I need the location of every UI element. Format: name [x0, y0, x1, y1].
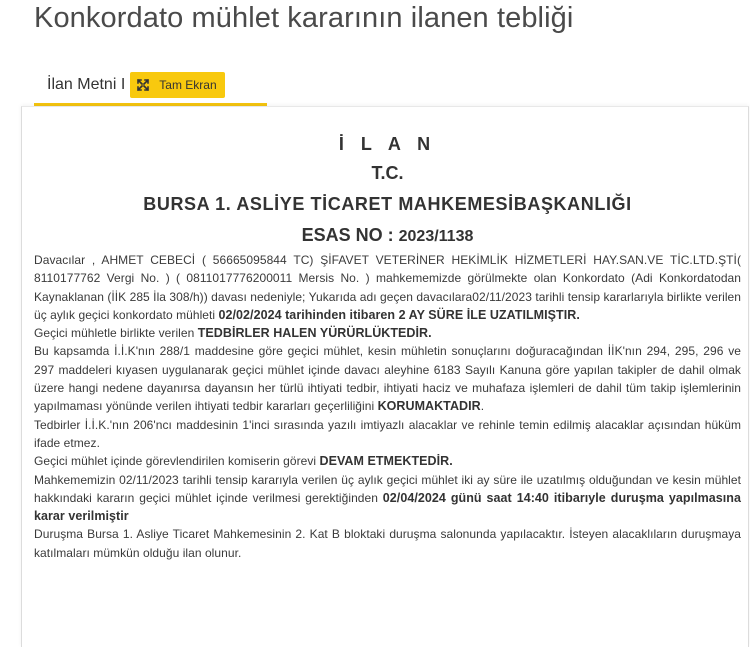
notice-paragraph	[34, 525, 741, 562]
notice-document	[34, 130, 741, 562]
notice-heading: İ L A N	[338, 134, 437, 154]
fullscreen-button[interactable]	[130, 72, 224, 98]
notice-paragraph	[34, 452, 741, 470]
notice-paragraph	[34, 251, 741, 324]
fullscreen-label: Tam Ekran	[159, 78, 217, 92]
paragraph-bold-text: 02/04/2024 günü saat 14:40 itibarıyle duruşma yapılmasına karar verilmiştir	[34, 490, 741, 524]
paragraph-bold-text: TEDBİRLER HALEN YÜRÜRLÜKTEDİR.	[197, 326, 432, 341]
case-label: ESAS NO :	[301, 225, 399, 245]
notice-paragraph	[34, 324, 741, 342]
paragraph-text: Tedbirler İ.İ.K.'nın 206'ncı maddesinin 1'inci sırasında yazılı imtiyazlı alacaklar ve rehinle temin edilmiş alacaklar açısından hüküm ifade etmez.	[34, 417, 741, 450]
paragraph-text: Mahkememizin 02/11/2023 tarihli tensip kararıyla verilen üç aylık geçici mühlet iki ay süre ile uzatılmış olduğundan ve kesin mühlet hakkındaki kararın geçici mühlet içinde verilmesi gerektiğinden	[34, 472, 741, 505]
paragraph-bold-text: DEVAM ETMEKTEDİR.	[319, 454, 453, 469]
paragraph-text: Geçici mühletle birlikte verilen	[34, 326, 198, 341]
tab-bar	[34, 66, 225, 104]
expand-icon	[137, 79, 149, 91]
paragraph-text: Davacılar , AHMET CEBECİ ( 56665095844 TC) ŞİFAVET VETERİNER HEKİMLİK HİZMETLERİ HAY.SAN.VE TİC.LTD.ŞTİ( 8110177762 Vergi No. ) ( 0811017776200011 Mersis No. ) mahkememizde görülmekte olan Konkordato (Adi Konkordatodan Kaynaklanan (İİK 285 İla 308/h)) davası nedeniyle; Yukarıda adı geçen davacılara02/11/2023 tarihli tensip kararlarıyla birlikte verilen üç aylık geçici konkordato mühleti	[34, 253, 741, 322]
notice-paragraph	[34, 416, 741, 453]
paragraph-text: .	[480, 399, 485, 414]
paragraph-text: Geçici mühlet içinde görevlendirilen komiserin görevi	[34, 454, 320, 469]
notice-country: T.C.	[371, 163, 404, 183]
paragraph-text: Bu kapsamda İ.İ.K'nın 288/1 maddesine göre geçici mühlet, kesin mühletin sonuçlarını doğuracağından İİK'nın 294, 295, 296 ve 297 maddeleri kıyasen uygulanarak geçici mühlet içinde davacı aleyhine 6183 Sayılı Kanuna göre yapılan takipler de dahil olmak üzere hangi nedene dayanırsa dayansın her türlü ihtiyati tedbir, ihtiyati haciz ve muhafaza işlemleri de dahil tüm takip işlemlerinin yapılmaması yönünde verilen ihtiyati tedbir kararları geçerliliğini	[34, 344, 741, 414]
paragraph-bold-text: KORUMAKTADIR	[377, 399, 481, 414]
paragraph-text: Duruşma Bursa 1. Asliye Ticaret Mahkemesinin 2. Kat B bloktaki duruşma salonunda yapılacaktır. İsteyen alacaklıların duruşmaya katılmaları mümkün olduğu ilan olunur.	[34, 527, 741, 560]
case-number: 2023/1138	[398, 228, 474, 245]
notice-paragraph	[34, 342, 741, 415]
court-name: BURSA 1. ASLİYE TİCARET MAHKEMESİBAŞKANLIĞI	[143, 194, 632, 214]
case-number-heading	[34, 219, 741, 251]
page-title: Konkordato mühlet kararının ilanen tebliği	[34, 2, 574, 34]
tab-ilan-metni[interactable]: İlan Metni I	[47, 76, 126, 93]
notice-paragraph	[34, 471, 741, 526]
paragraph-bold-text: 02/02/2024 tarihinden itibaren 2 AY SÜRE İLE UZATILMIŞTIR.	[218, 307, 580, 322]
